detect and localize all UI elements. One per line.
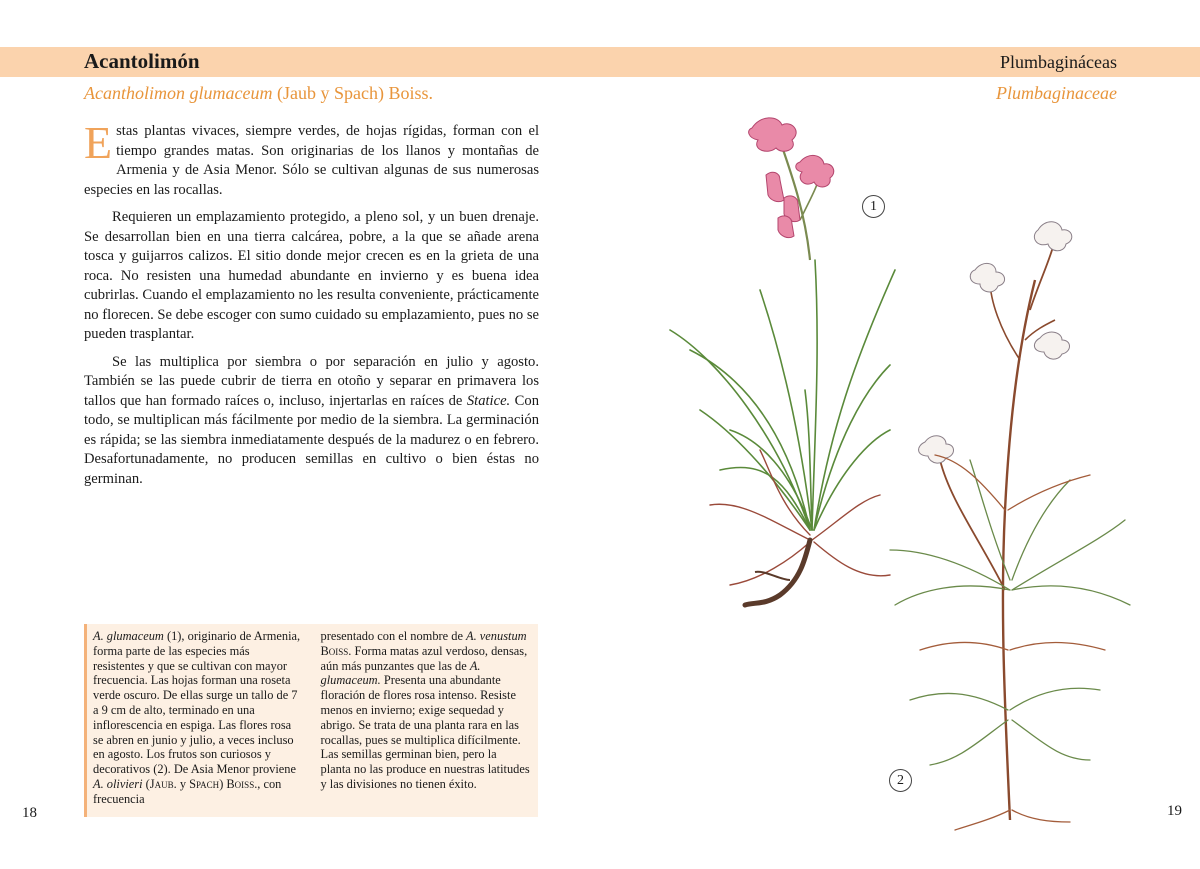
paragraph-1-text: stas plantas vivaces, siempre verdes, de hojas rígidas, forman con el tiempo grandes matas. Son originarias de los llanos y montañas de Armenia y de Asia Menor. Sólo se cultivan algunas de sus numerosas especies en las rocallas. [84, 123, 539, 198]
drop-cap: E [84, 117, 113, 168]
body-text [84, 117, 539, 497]
caption-text: Presenta una abundante floración de flores rosa intenso. Resiste menos en invierno; exige sequedad y abrigo. Se trata de una planta rara en las rocallas, pues se multiplica difícilmente. Las semillas germinan bien, pero la planta no las produce en nuestras latitudes y las divisiones no tienen éxito. [320, 673, 530, 791]
figure-marker-2: 2 [889, 769, 912, 792]
caption-species: A. olivieri [93, 776, 143, 791]
caption-author: Jaub. [149, 776, 177, 791]
family-name: Plumbagináceas [1000, 52, 1117, 72]
caption-box [84, 624, 538, 817]
figure-marker-1: 1 [862, 195, 885, 218]
caption-author: Spach [189, 776, 220, 791]
caption-column-left [93, 629, 303, 817]
plant-illustration [660, 110, 1140, 840]
caption-text: Forma matas azul verdoso, densas, aún más punzantes que las de [320, 643, 528, 673]
paragraph-3-text-b: Con todo, se multiplican más fácilmente por medio de la siembra. La germinación es rápida; se las siembra inmediatamente después de la madurez o en febrero. Desafortunadamente, no producen semillas en cultivo o bien éstas no germinan. [84, 392, 539, 487]
caption-author: Boiss. [320, 643, 352, 658]
caption-column-right [321, 629, 531, 817]
caption-species: A. glumaceum. [320, 658, 481, 688]
caption-left-text: A. glumaceum (1), originario de Armenia, forma parte de las especies más resistentes y que se cultivan con mayor frecuencia. Las hojas forman una roseta verde oscuro. De ellas surge un tallo de 7 a 9 cm de alto, terminado en una inflorescencia en espiga. Las flores rosa se abren en junio y julio, a veces incluso en agosto. Los frutos son curiosos y decorativos (2). De Asia Menor proviene A. olivieri (Jaub. y Spach) Boiss., con frecuencia [93, 629, 301, 806]
paragraph-2: Requieren un emplazamiento protegido, a pleno sol, y un buen drenaje. Se desarrollan bien en una tierra calcárea, pobre, a la que se añade arena tosca y guijarros calizos. El sitio donde mejor crecen es en la grieta de una roca. No resisten una humedad abundante en invierno y es buena idea cubrirlas. Cuando el emplazamiento no les resulta conveniente, prácticamente no florecen. Se debe escoger con sumo cuidado su emplazamiento, pues no se pueden trasplantar. [84, 209, 539, 342]
paragraph-3 [84, 353, 539, 490]
caption-species: A. glumaceum [93, 629, 164, 643]
page-number-left: 18 [22, 805, 37, 821]
caption-species: A. venustum [466, 629, 527, 643]
paragraph-3-italic: Statice. [466, 392, 511, 409]
scientific-name-italic: Acantholimon glumaceum [84, 83, 273, 103]
paragraph-1 [84, 117, 539, 200]
caption-text: y [176, 776, 190, 791]
latin-family-name: Plumbaginaceae [996, 83, 1117, 103]
plant-1-drawing [670, 118, 895, 605]
scientific-name [84, 82, 433, 104]
caption-right-text [321, 629, 531, 792]
caption-author: Boiss. [226, 776, 258, 791]
page-title: Acantolimón [84, 49, 200, 73]
plant-2-drawing [890, 222, 1130, 830]
caption-text: (1), originario de Armenia, forma parte de las especies más resistentes y que se cultivan con mayor frecuencia. Las hojas forman una roseta verde oscuro. De ellas surge un tallo de 7 a 9 cm de alto, terminado en una inflorescencia en espiga. Las flores rosa se abren en junio y julio, a veces incluso en agosto. Los frutos son curiosos y decorativos (2). De Asia Menor proviene [93, 629, 301, 777]
page-number-right: 19 [1167, 803, 1182, 819]
scientific-name-author: (Jaub y Spach) Boiss. [272, 83, 433, 103]
caption-text: presentado con el nombre de [320, 629, 467, 643]
caption-text: , con frecuencia [93, 776, 282, 806]
paragraph-3-text-a: Se las multiplica por siembra o por separación en julio y agosto. También se las puede cubrir de tierra en otoño y separar en primavera los tallos que han formado raíces o, incluso, injertarlas en raíces de [84, 353, 539, 409]
